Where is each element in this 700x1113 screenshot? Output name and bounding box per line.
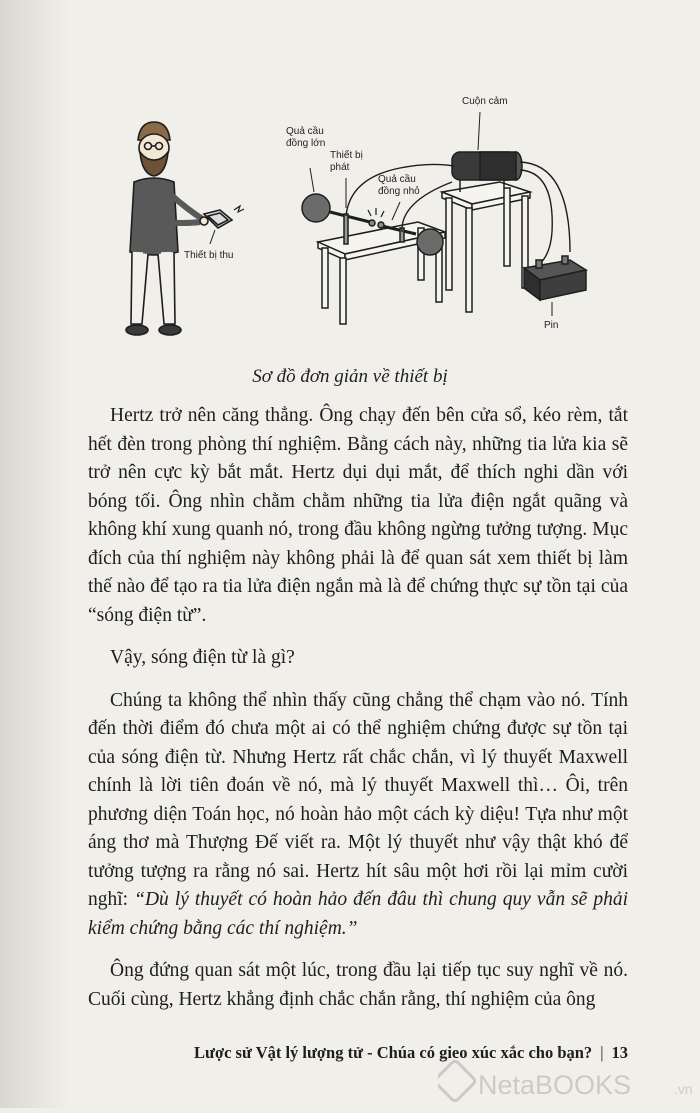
receiver-label: Thiết bị thu xyxy=(184,250,234,261)
paragraph-4 xyxy=(88,957,628,1014)
small-sphere-label-1: Quả cầu xyxy=(378,174,416,185)
paragraph-2 xyxy=(88,644,628,673)
quote-text: “Dù lý thuyết có hoàn hảo đến đâu thì chung quy vẫn sẽ phải kiểm chứng bằng các thí nghiệm.” xyxy=(88,889,628,939)
watermark-brand: NetaBOOKS xyxy=(478,1070,632,1100)
publisher-watermark xyxy=(438,1060,700,1108)
coil-label: Cuộn cảm xyxy=(462,96,508,107)
paragraph-1-text: Hertz trở nên căng thẳng. Ông chạy đến bên cửa sổ, kéo rèm, tắt hết đèn trong phòng thí nghiệm. Bằng cách này, những tia lửa kia sẽ trở nên cực kỳ bắt mắt. Hertz dụi dụi mắt, để thích nghi dần với bóng tối. Ông nhìn chằm chằm những tia lửa điện ngắt quãng và không khí xung quanh nó, trong đầu không ngừng tưởng tượng. Mục đích của thí nghiệm này không phải là để quan sát xem thiết bị làm thế nào để tạo ra tia lửa điện ngắn mà là để chứng thực sự tồn tại của “sóng điện từ”. xyxy=(88,405,628,626)
battery-label: Pin xyxy=(544,320,559,331)
page-edge-shadow xyxy=(0,0,70,1108)
footer-separator: | xyxy=(600,1043,604,1062)
transmitter-label-2: phát xyxy=(330,162,350,173)
figure-caption: Sơ đồ đơn giản về thiết bị xyxy=(252,366,448,387)
right-table xyxy=(442,182,530,312)
small-sphere-label-2: đồng nhỏ xyxy=(378,186,420,197)
transmitter-label-1: Thiết bị xyxy=(330,150,363,161)
apparatus-illustration xyxy=(100,82,640,352)
paragraph-1 xyxy=(88,402,628,630)
paragraph-3-text: Chúng ta không thể nhìn thấy cũng chẳng thể chạm vào nó. Tính đến thời điểm đó chưa một ai có thể nghiệm chứng được sự tồn tại của sóng điện từ. Nhưng Hertz rất chắc chắn, vì lý thuyết Maxwell chính là lời tiên đoán về nó, mà lý thuyết Maxwell thì… Ôi, trên phương diện Toán học, nó hoàn hảo một cách kỳ diệu! Tựa như một áng thơ mà Thượng Đế viết ra. Một lý thuyết như vậy thật khó để tưởng tượng ra rằng nó sai. Hertz hít sâu một hơi rồi lại mỉm cười nghĩ: xyxy=(88,689,628,910)
watermark-suffix: .vn xyxy=(674,1081,693,1097)
paragraph-4-text: Ông đứng quan sát một lúc, trong đầu lại tiếp tục suy nghĩ về nó. Cuối cùng, Hertz khẳng định chắc chắn rằng, thí nghiệm của ông xyxy=(88,960,628,1010)
induction-coil xyxy=(452,112,522,192)
big-sphere-label-1: Quả cầu xyxy=(286,126,324,137)
battery xyxy=(524,256,586,316)
paragraph-3 xyxy=(88,687,628,944)
apparatus-figure xyxy=(100,82,640,352)
page-number: 13 xyxy=(611,1043,628,1062)
paragraph-2-text: Vậy, sóng điện từ là gì? xyxy=(110,647,295,668)
watermark-logo xyxy=(438,1060,700,1108)
body-text xyxy=(88,402,628,1028)
hertz-character xyxy=(126,122,244,335)
running-title: Lược sử Vật lý lượng tử - Chúa có gieo xúc xắc cho bạn? xyxy=(194,1043,593,1062)
big-sphere-label-2: đồng lớn xyxy=(286,138,326,149)
